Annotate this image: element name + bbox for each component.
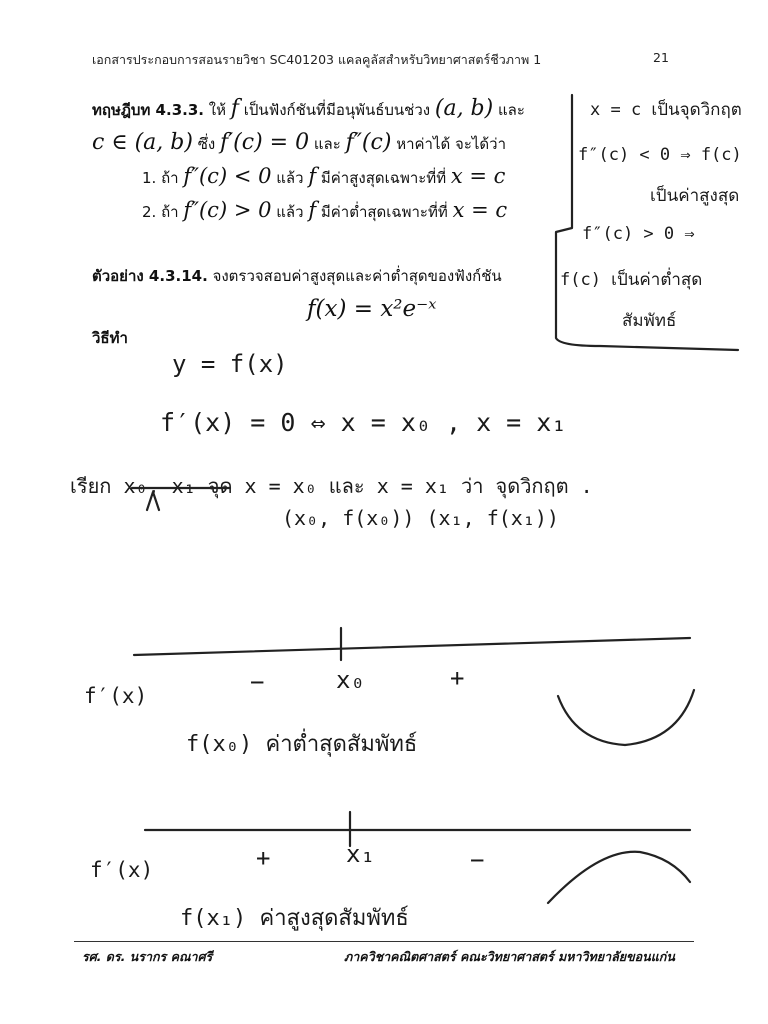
max-arc (548, 852, 690, 903)
case-number: 2. ถ้า (142, 203, 179, 221)
theorem-math: f (230, 96, 239, 121)
diagram1-right-sign: + (450, 664, 465, 692)
diagram2-point-label: x₁ (346, 840, 375, 868)
footer-rule (74, 941, 694, 942)
margin-note: f″(c) < 0 ⇒ f(c) (578, 145, 742, 165)
theorem-math: f″(c) (345, 130, 392, 155)
diagram1-conclusion: f(x₀) ค่าต่ำสุดสัมพัทธ์ (186, 732, 418, 757)
theorem-text: เป็นฟังก์ชันที่มีอนุพันธ์บนช่วง (243, 101, 431, 119)
theorem-text: หาค่าได้ จะได้ว่า (396, 135, 507, 153)
footer-department: ภาควิชาคณิตศาสตร์ คณะวิทยาศาสตร์ มหาวิทยาลัยขอนแก่น (344, 949, 675, 964)
theorem-text: แล้ว (276, 203, 304, 221)
theorem-math: f″(c) < 0 (183, 164, 272, 188)
diagram2-right-sign: − (470, 846, 485, 874)
theorem-label: ทฤษฎีบท 4.3.3. (92, 101, 204, 119)
theorem-text: ให้ (208, 101, 226, 119)
theorem-math: f (308, 164, 317, 188)
theorem-math: f″(c) > 0 (183, 198, 272, 222)
case-number: 1. ถ้า (142, 169, 179, 187)
solution-label: วิธีทำ (92, 329, 128, 347)
margin-bracket (556, 95, 738, 350)
margin-note: f″(c) > 0 ⇒ (582, 224, 695, 244)
min-arc (558, 690, 694, 745)
number-line-1 (134, 638, 690, 655)
page-number: 21 (653, 50, 669, 65)
margin-note: สัมพัทธ์ (622, 311, 677, 331)
diagram1-left-sign: − (250, 668, 265, 696)
diagram2-conclusion: f(x₁) ค่าสูงสุดสัมพัทธ์ (180, 906, 409, 931)
theorem-math: x = c (450, 164, 506, 188)
diagram2-left-sign: + (256, 844, 271, 872)
theorem-math: (a, b) (434, 96, 494, 121)
margin-note: f(c) เป็นค่าต่ำสุด (560, 270, 703, 290)
footer-author: รศ. ดร. นรากร คณาศรี (82, 949, 213, 964)
theorem-text: และ (498, 101, 525, 119)
theorem-math: f′(c) = 0 (220, 130, 310, 155)
handwritten-point-coords: (x₀, f(x₀)) (x₁, f(x₁)) (282, 506, 559, 530)
handwritten-y-equals: y = f(x) (172, 350, 288, 378)
diagram1-row-label: f′(x) (84, 684, 148, 708)
handwritten-derivative-zero: f′(x) = 0 ⇔ x = x₀ , x = x₁ (160, 408, 567, 437)
theorem-math: c ∈ (a, b) (92, 130, 193, 155)
theorem-text: มีค่าต่ำสุดเฉพาะที่ที่ (320, 203, 448, 221)
theorem-text: มีค่าสูงสุดเฉพาะที่ที่ (320, 169, 447, 187)
theorem-math: f (308, 198, 317, 222)
theorem-text: ซึ่ง (197, 135, 216, 153)
example-label: ตัวอย่าง 4.3.14. (92, 267, 208, 285)
caret-mark (147, 492, 159, 510)
margin-note: เป็นค่าสูงสุด (650, 186, 740, 206)
theorem-math: x = c (452, 198, 508, 222)
margin-note: x = c เป็นจุดวิกฤต (590, 100, 742, 120)
example-formula: f(x) = x²e⁻ˣ (307, 296, 437, 322)
diagram1-point-label: x₀ (336, 666, 365, 694)
theorem-text: แล้ว (276, 169, 304, 187)
document-header-title: เอกสารประกอบการสอนรายวิชา SC401203 แคลคูลัสสำหรับวิทยาศาสตร์ชีวภาพ 1 (92, 52, 542, 67)
theorem-text: และ (313, 135, 341, 153)
example-text: จงตรวจสอบค่าสูงสุดและค่าต่ำสุดของฟังก์ชัน (212, 267, 502, 285)
handwritten-critical-points: เรียก x₀, x₁ จุด x = x₀ และ x = x₁ ว่า จุดวิกฤต . (70, 474, 593, 498)
diagram2-row-label: f′(x) (90, 858, 154, 882)
